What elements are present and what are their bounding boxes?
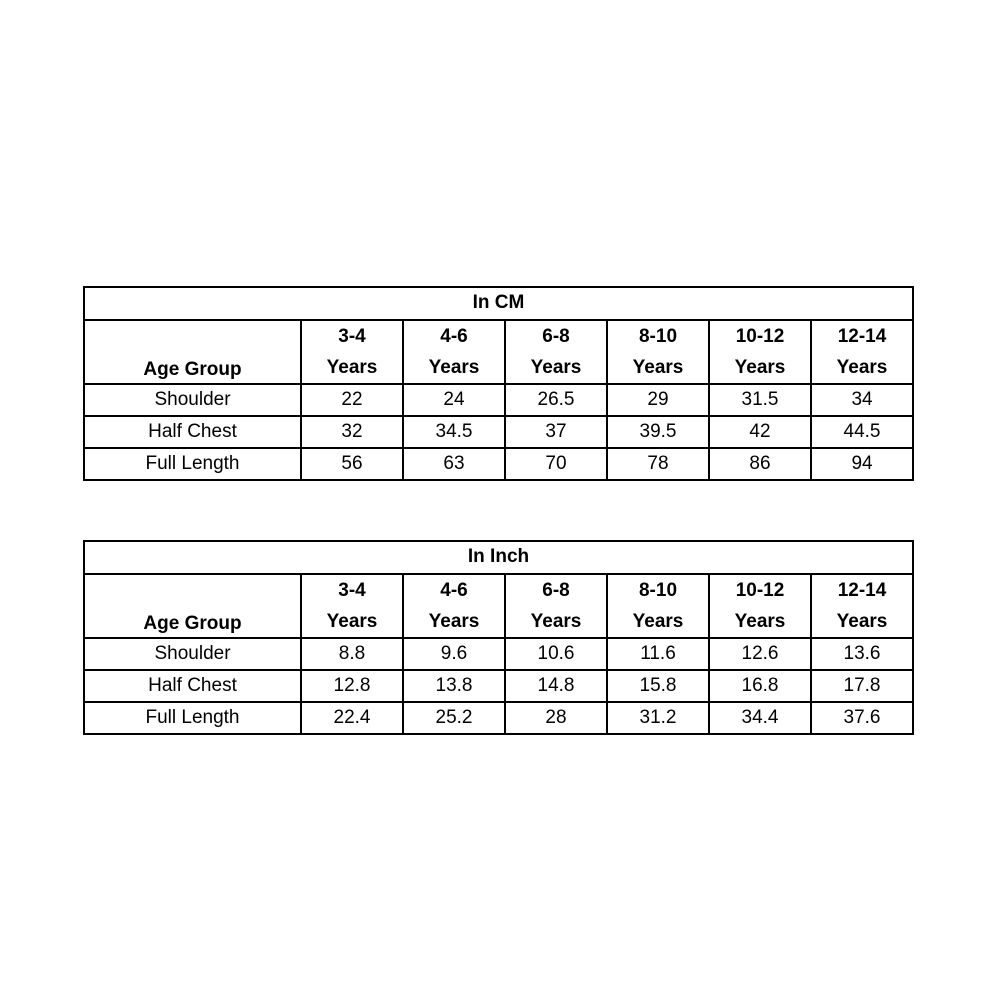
age-unit: Years [632,357,684,378]
age-range: 10-12 [735,326,785,347]
table-cell: 37 [505,416,607,448]
column-header [811,320,913,384]
column-header [403,574,505,638]
table-row [84,384,913,416]
row-label: Half Chest [84,416,301,448]
table-row [84,416,913,448]
age-range: 3-4 [338,326,366,347]
table-cell: 12.8 [301,670,403,702]
table-cell: 31.5 [709,384,811,416]
age-range: 4-6 [440,580,468,601]
age-unit: Years [428,611,480,632]
age-unit: Years [836,611,888,632]
table-row [84,448,913,480]
table-cell: 10.6 [505,638,607,670]
table-cell: 44.5 [811,416,913,448]
size-table-cm [83,286,914,481]
age-range: 4-6 [440,326,468,347]
table-row [84,638,913,670]
table-cell: 8.8 [301,638,403,670]
column-header [301,574,403,638]
table-cell: 25.2 [403,702,505,734]
table-cell: 17.8 [811,670,913,702]
age-range: 8-10 [638,580,678,601]
row-label: Shoulder [84,384,301,416]
table-cell: 31.2 [607,702,709,734]
size-table-inch [83,540,914,735]
table-title: In CM [84,287,913,320]
table-cell: 26.5 [505,384,607,416]
table-cell: 13.6 [811,638,913,670]
table-cell: 63 [403,448,505,480]
age-group-header: Age Group [84,574,301,638]
table-cell: 11.6 [607,638,709,670]
column-header [709,574,811,638]
table-cell: 15.8 [607,670,709,702]
table-cell: 13.8 [403,670,505,702]
age-unit: Years [632,611,684,632]
age-unit: Years [530,611,582,632]
table-cell: 94 [811,448,913,480]
table-row [84,670,913,702]
age-unit: Years [326,357,378,378]
table-cell: 22.4 [301,702,403,734]
table-cell: 86 [709,448,811,480]
table-row [84,702,913,734]
table-cell: 34.4 [709,702,811,734]
table-cell: 39.5 [607,416,709,448]
age-unit: Years [428,357,480,378]
column-header [403,320,505,384]
table-cell: 12.6 [709,638,811,670]
age-range: 3-4 [338,580,366,601]
age-unit: Years [734,611,786,632]
row-label: Shoulder [84,638,301,670]
table-cell: 56 [301,448,403,480]
age-unit: Years [734,357,786,378]
table-cell: 28 [505,702,607,734]
table-cell: 24 [403,384,505,416]
age-unit: Years [530,357,582,378]
table-cell: 22 [301,384,403,416]
age-range: 10-12 [735,580,785,601]
table-cell: 37.6 [811,702,913,734]
table-cell: 42 [709,416,811,448]
column-header [607,320,709,384]
column-header [811,574,913,638]
row-label: Full Length [84,448,301,480]
row-label: Half Chest [84,670,301,702]
column-header [607,574,709,638]
table-cell: 16.8 [709,670,811,702]
column-header [301,320,403,384]
age-range: 12-14 [837,326,887,347]
table-cell: 34.5 [403,416,505,448]
table-cell: 32 [301,416,403,448]
age-unit: Years [326,611,378,632]
column-header [505,320,607,384]
table-cell: 34 [811,384,913,416]
column-header [709,320,811,384]
table-cell: 14.8 [505,670,607,702]
row-label: Full Length [84,702,301,734]
age-unit: Years [836,357,888,378]
table-cell: 70 [505,448,607,480]
age-group-header: Age Group [84,320,301,384]
age-range: 8-10 [638,326,678,347]
table-title: In Inch [84,541,913,574]
table-cell: 78 [607,448,709,480]
age-range: 12-14 [837,580,887,601]
age-range: 6-8 [542,580,570,601]
table-cell: 9.6 [403,638,505,670]
table-cell: 29 [607,384,709,416]
column-header [505,574,607,638]
age-range: 6-8 [542,326,570,347]
